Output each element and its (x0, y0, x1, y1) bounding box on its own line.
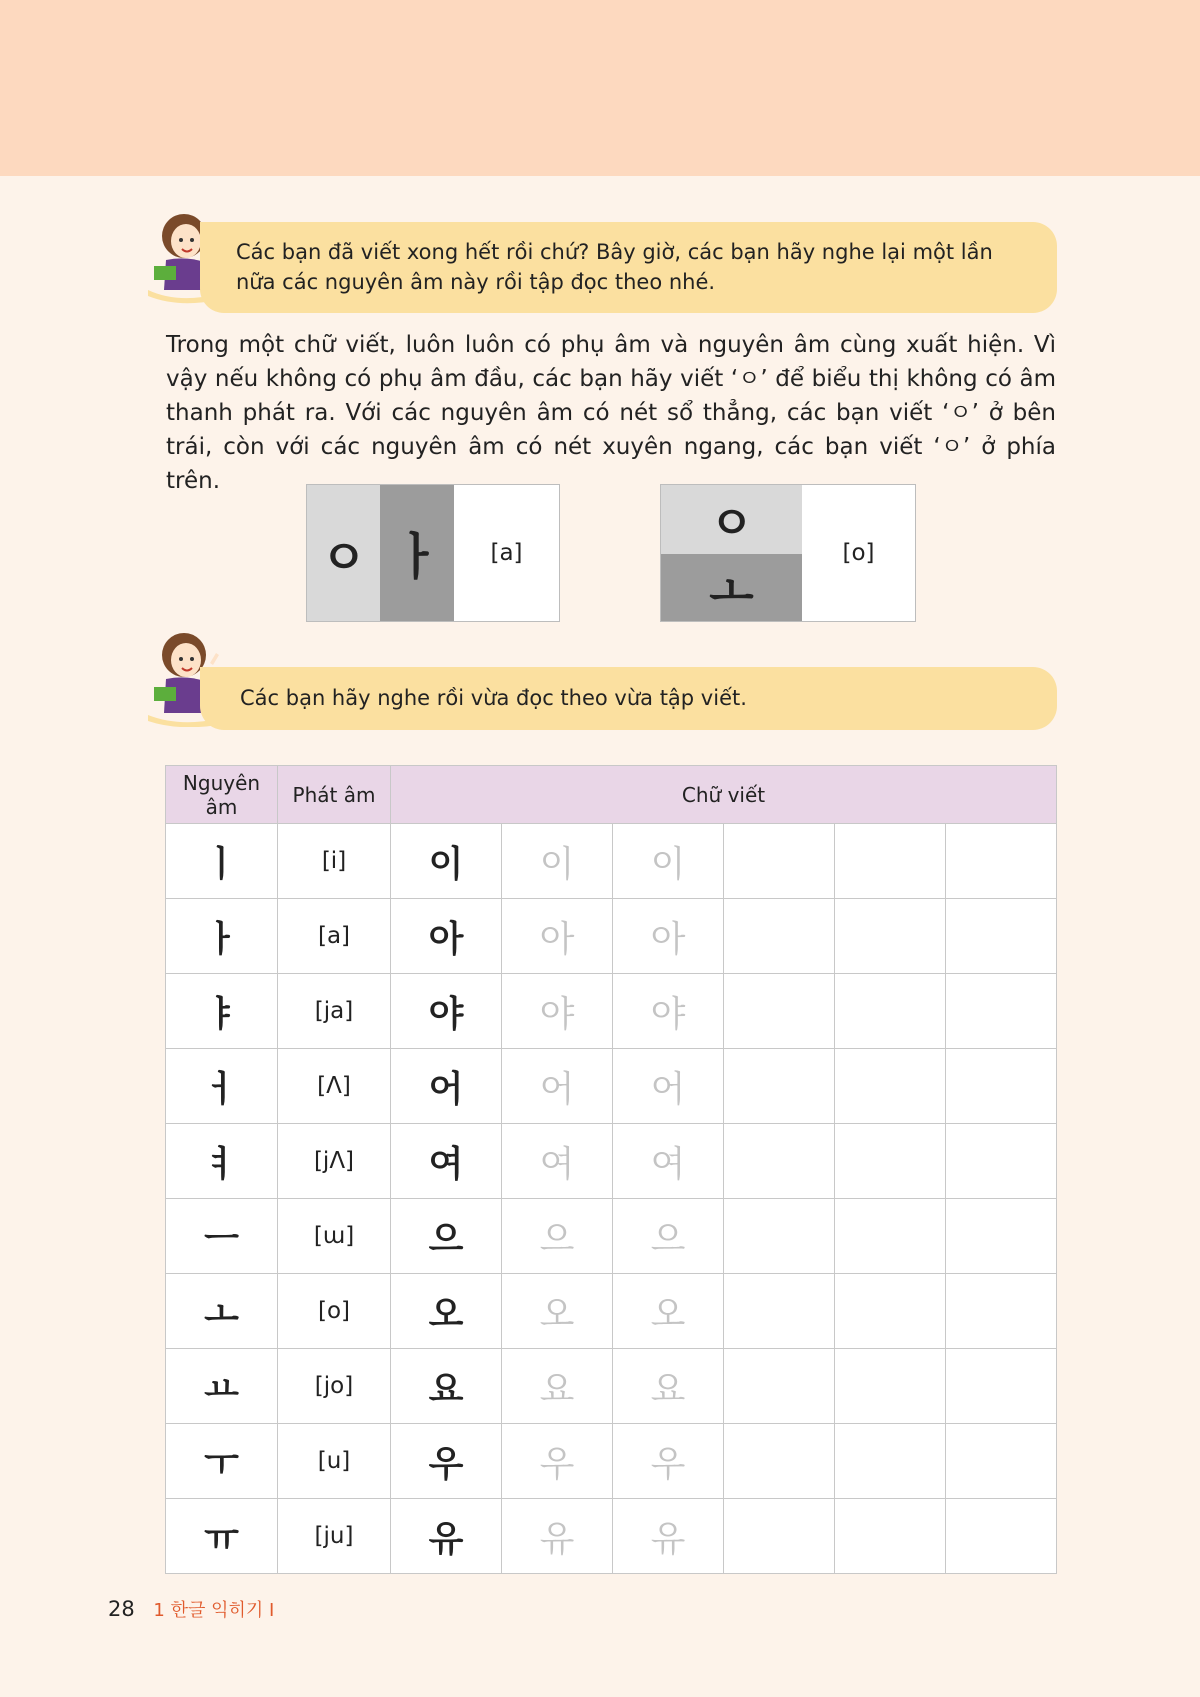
trace-syllable-cell: 어 (613, 1049, 724, 1124)
blank-writing-cell[interactable] (946, 899, 1057, 974)
table-row (166, 1349, 1057, 1424)
vowel-cell: ㅗ (166, 1274, 278, 1349)
vowel-cell: ㅕ (166, 1124, 278, 1199)
example-syllable-cell: 유 (391, 1499, 502, 1574)
instruction-bubble-2 (200, 667, 1057, 730)
example-a-consonant: ㅇ (307, 485, 380, 621)
blank-writing-cell[interactable] (835, 1049, 946, 1124)
trace-syllable-cell: 우 (613, 1424, 724, 1499)
blank-writing-cell[interactable] (835, 974, 946, 1049)
bubble-text: Các bạn hãy nghe rồi vừa đọc theo vừa tập viết. (240, 686, 747, 710)
example-o-consonant: ㅇ (661, 485, 802, 554)
example-o-pronunciation: [o] (842, 540, 875, 566)
blank-writing-cell[interactable] (724, 899, 835, 974)
table-row (166, 1424, 1057, 1499)
blank-writing-cell[interactable] (946, 824, 1057, 899)
example-syllable-cell: 여 (391, 1124, 502, 1199)
example-a-pronunciation: [a] (490, 540, 523, 566)
vowel-cell: ㅓ (166, 1049, 278, 1124)
blank-writing-cell[interactable] (835, 899, 946, 974)
pronunciation-cell: [i] (278, 824, 391, 899)
table-header-row (166, 766, 1057, 824)
page-footer (108, 1596, 274, 1622)
trace-syllable-cell: 유 (613, 1499, 724, 1574)
trace-syllable-cell: 이 (502, 824, 613, 899)
example-a-vowel: ㅏ (380, 485, 454, 621)
example-syllable-cell: 야 (391, 974, 502, 1049)
blank-writing-cell[interactable] (946, 1049, 1057, 1124)
pronunciation-cell: [u] (278, 1424, 391, 1499)
example-o-box (660, 484, 916, 622)
blank-writing-cell[interactable] (724, 1124, 835, 1199)
blank-writing-cell[interactable] (724, 1499, 835, 1574)
table-row (166, 824, 1057, 899)
example-syllable-cell: 아 (391, 899, 502, 974)
chapter-label: 1 한글 익히기 I (153, 1600, 275, 1621)
vowel-cell: ㅠ (166, 1499, 278, 1574)
blank-writing-cell[interactable] (946, 1349, 1057, 1424)
blank-writing-cell[interactable] (835, 1499, 946, 1574)
blank-writing-cell[interactable] (946, 1424, 1057, 1499)
table-row (166, 1274, 1057, 1349)
pronunciation-cell: [ja] (278, 974, 391, 1049)
header-writing: Chữ viết (391, 766, 1057, 824)
blank-writing-cell[interactable] (946, 1199, 1057, 1274)
trace-syllable-cell: 요 (613, 1349, 724, 1424)
trace-syllable-cell: 어 (502, 1049, 613, 1124)
pronunciation-cell: [Λ] (278, 1049, 391, 1124)
blank-writing-cell[interactable] (946, 1499, 1057, 1574)
trace-syllable-cell: 아 (613, 899, 724, 974)
trace-syllable-cell: 오 (502, 1274, 613, 1349)
blank-writing-cell[interactable] (835, 1199, 946, 1274)
trace-syllable-cell: 우 (502, 1424, 613, 1499)
blank-writing-cell[interactable] (724, 1424, 835, 1499)
pronunciation-cell: [ju] (278, 1499, 391, 1574)
blank-writing-cell[interactable] (724, 1199, 835, 1274)
trace-syllable-cell: 야 (613, 974, 724, 1049)
page-number: 28 (108, 1597, 135, 1621)
blank-writing-cell[interactable] (946, 1124, 1057, 1199)
pronunciation-cell: [jΛ] (278, 1124, 391, 1199)
trace-syllable-cell: 여 (613, 1124, 724, 1199)
vowel-cell: ㅜ (166, 1424, 278, 1499)
example-syllable-cell: 이 (391, 824, 502, 899)
blank-writing-cell[interactable] (835, 1349, 946, 1424)
table-row (166, 974, 1057, 1049)
blank-writing-cell[interactable] (724, 1349, 835, 1424)
example-syllable-cell: 요 (391, 1349, 502, 1424)
trace-syllable-cell: 여 (502, 1124, 613, 1199)
header-band (0, 0, 1200, 176)
example-syllable-cell: 우 (391, 1424, 502, 1499)
table-row (166, 1124, 1057, 1199)
pronunciation-cell: [o] (278, 1274, 391, 1349)
vowel-cell: ㅑ (166, 974, 278, 1049)
vowel-cell: ㅣ (166, 824, 278, 899)
pronunciation-cell: [a] (278, 899, 391, 974)
header-vowel: Nguyên âm (166, 766, 278, 824)
trace-syllable-cell: 유 (502, 1499, 613, 1574)
blank-writing-cell[interactable] (946, 974, 1057, 1049)
table-row (166, 1049, 1057, 1124)
header-pronunciation: Phát âm (278, 766, 391, 824)
trace-syllable-cell: 으 (613, 1199, 724, 1274)
vowel-cell: ㅛ (166, 1349, 278, 1424)
example-syllable-cell: 어 (391, 1049, 502, 1124)
blank-writing-cell[interactable] (724, 1274, 835, 1349)
example-a-box (306, 484, 560, 622)
vowel-cell: ㅡ (166, 1199, 278, 1274)
bubble-text: Các bạn đã viết xong hết rồi chứ? Bây giờ, các bạn hãy nghe lại một lần nữa các nguyên âm này rồi tập đọc theo nhé. (236, 240, 993, 294)
example-syllable-cell: 으 (391, 1199, 502, 1274)
pronunciation-cell: [jo] (278, 1349, 391, 1424)
instruction-bubble-1 (200, 222, 1057, 313)
blank-writing-cell[interactable] (946, 1274, 1057, 1349)
table-row (166, 1499, 1057, 1574)
trace-syllable-cell: 요 (502, 1349, 613, 1424)
vowel-practice-table (165, 765, 1057, 1574)
blank-writing-cell[interactable] (835, 824, 946, 899)
trace-syllable-cell: 으 (502, 1199, 613, 1274)
blank-writing-cell[interactable] (835, 1424, 946, 1499)
example-o-vowel: ㅗ (661, 554, 802, 621)
blank-writing-cell[interactable] (724, 824, 835, 899)
table-row (166, 899, 1057, 974)
blank-writing-cell[interactable] (724, 1049, 835, 1124)
table-row (166, 1199, 1057, 1274)
trace-syllable-cell: 오 (613, 1274, 724, 1349)
trace-syllable-cell: 이 (613, 824, 724, 899)
pronunciation-cell: [ɯ] (278, 1199, 391, 1274)
intro-paragraph: Trong một chữ viết, luôn luôn có phụ âm và nguyên âm cùng xuất hiện. Vì vậy nếu không có phụ âm đầu, các bạn hãy viết ‘ㅇ’ để biểu thị không có âm thanh phát ra. Với các nguyên âm có nét sổ thẳng, các bạn viết ‘ㅇ’ ở bên trái, còn với các nguyên âm có nét xuyên ngang, các bạn viết ‘ㅇ’ ở phía trên. (166, 332, 1056, 494)
vowel-cell: ㅏ (166, 899, 278, 974)
blank-writing-cell[interactable] (835, 1124, 946, 1199)
trace-syllable-cell: 아 (502, 899, 613, 974)
trace-syllable-cell: 야 (502, 974, 613, 1049)
blank-writing-cell[interactable] (724, 974, 835, 1049)
blank-writing-cell[interactable] (835, 1274, 946, 1349)
example-syllable-cell: 오 (391, 1274, 502, 1349)
